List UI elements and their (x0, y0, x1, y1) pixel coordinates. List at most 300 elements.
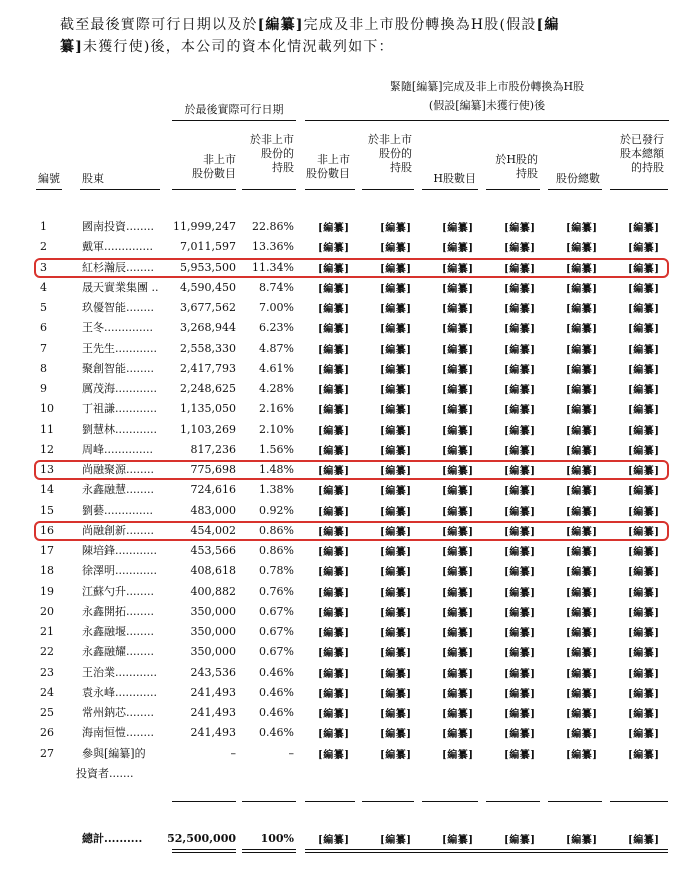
shareholder-name: 陳培鋒............ (82, 544, 157, 557)
redacted-cell: [編纂] (380, 750, 412, 761)
unlisted-percentage: 1.38% (259, 483, 294, 496)
intro-text: 未獲行使)後，本公司的資本化情況載列如下： (83, 39, 394, 55)
redacted-cell: [編纂] (628, 527, 660, 538)
redacted-cell: [編纂] (628, 507, 660, 518)
total-double-rule (305, 852, 668, 853)
col-header-after-unlisted-pct: 於非上市 股份的 持股 (368, 133, 412, 174)
redacted-cell: [編纂] (566, 486, 598, 497)
redacted-cell: [編纂] (442, 243, 474, 254)
col-header-issued-pct: 於已發行 股本總額 的持股 (620, 133, 664, 174)
shareholder-name: 尚融創新........ (82, 524, 154, 537)
redacted-cell: [編纂] (318, 608, 350, 619)
highlight-box (34, 460, 669, 480)
table-row (0, 582, 700, 602)
intro-redacted: [編 (536, 17, 560, 33)
table-row (0, 561, 700, 581)
redacted-cell: [編纂] (380, 729, 412, 740)
redacted-cell: [編纂] (442, 547, 474, 558)
row-number: 21 (40, 625, 54, 638)
table-row (0, 541, 700, 561)
row-number: 23 (40, 666, 54, 679)
table-row (0, 217, 700, 237)
unlisted-shares: 400,882 (190, 585, 236, 598)
table-row (0, 683, 700, 703)
table-row (0, 460, 700, 480)
redacted-cell: [編纂] (380, 446, 412, 457)
redacted-cell: [編纂] (566, 750, 598, 761)
intro-redacted: 纂] (60, 39, 84, 55)
redacted-cell: [編纂] (628, 567, 660, 578)
redacted-cell: [編纂] (566, 426, 598, 437)
total-label: 總計.......... (82, 832, 143, 845)
unlisted-percentage: 0.67% (259, 645, 294, 658)
redacted-cell: [編纂] (318, 405, 350, 416)
header-rule (422, 189, 478, 190)
redacted-cell: [編纂] (380, 405, 412, 416)
table-row (0, 521, 700, 541)
col-header-holder: 股東 (82, 172, 104, 185)
table-row (0, 602, 700, 622)
header-rule (172, 189, 236, 190)
redacted-cell: [編纂] (504, 304, 536, 315)
redacted-cell: [編纂] (628, 835, 660, 846)
shareholder-name: 王治業............ (82, 666, 157, 679)
redacted-cell: [編纂] (442, 507, 474, 518)
row-number: 24 (40, 686, 54, 699)
shareholder-name: 劉藝.............. (82, 504, 153, 517)
redacted-cell: [編纂] (628, 385, 660, 396)
total-double-rule (305, 849, 668, 850)
intro-redacted: [編纂] (257, 17, 304, 33)
redacted-cell: [編纂] (504, 486, 536, 497)
redacted-cell: [編纂] (504, 669, 536, 680)
redacted-cell: [編纂] (380, 648, 412, 659)
intro-paragraph (60, 14, 672, 58)
redacted-cell: [編纂] (566, 648, 598, 659)
redacted-cell: [編纂] (504, 608, 536, 619)
row-number: 6 (40, 321, 47, 334)
shareholder-name: 周峰.............. (82, 443, 153, 456)
unlisted-shares: 1,135,050 (180, 402, 236, 415)
redacted-cell: [編纂] (628, 365, 660, 376)
total-rule (172, 801, 236, 802)
redacted-cell: [編纂] (566, 628, 598, 639)
table-row (0, 744, 700, 764)
redacted-cell: [編纂] (566, 365, 598, 376)
redacted-cell: [編纂] (318, 345, 350, 356)
shareholder-name: 王先生............ (82, 342, 157, 355)
total-rule (305, 801, 355, 802)
redacted-cell: [編纂] (318, 648, 350, 659)
redacted-cell: [編纂] (442, 588, 474, 599)
row-number: 14 (40, 483, 54, 496)
redacted-cell: [編纂] (318, 365, 350, 376)
row-number: 13 (40, 463, 54, 476)
redacted-cell: [編纂] (504, 588, 536, 599)
shareholder-name: 永鑫融耀........ (82, 645, 154, 658)
redacted-cell: [編纂] (318, 527, 350, 538)
row-number: 22 (40, 645, 54, 658)
intro-text: 完成及非上市股份轉換為H股(假設 (303, 17, 537, 33)
redacted-cell: [編纂] (566, 689, 598, 700)
redacted-cell: [編纂] (442, 628, 474, 639)
redacted-cell: [編纂] (504, 385, 536, 396)
shareholder-name: 徐澤明............ (82, 564, 157, 577)
redacted-cell: [編纂] (442, 426, 474, 437)
unlisted-percentage: 13.36% (252, 240, 294, 253)
redacted-cell: [編纂] (442, 405, 474, 416)
unlisted-shares: 241,493 (190, 726, 236, 739)
redacted-cell: [編纂] (442, 689, 474, 700)
row-number: 2 (40, 240, 47, 253)
redacted-cell: [編纂] (380, 507, 412, 518)
redacted-cell: [編纂] (504, 324, 536, 335)
row-number: 7 (40, 342, 47, 355)
unlisted-shares: 817,236 (190, 443, 236, 456)
unlisted-shares: 350,000 (190, 625, 236, 638)
unlisted-shares: 454,002 (190, 524, 236, 537)
redacted-cell: [編纂] (442, 264, 474, 275)
redacted-cell: [編纂] (442, 835, 474, 846)
unlisted-shares: 483,000 (190, 504, 236, 517)
redacted-cell: [編纂] (318, 507, 350, 518)
unlisted-shares: 7,011,597 (180, 240, 236, 253)
redacted-cell: [編纂] (380, 304, 412, 315)
table-row (0, 480, 700, 500)
row-number: 17 (40, 544, 54, 557)
redacted-cell: [編纂] (380, 835, 412, 846)
header-rule (305, 189, 355, 190)
unlisted-percentage: 0.46% (259, 666, 294, 679)
unlisted-shares: 775,698 (190, 463, 236, 476)
redacted-cell: [編纂] (318, 385, 350, 396)
redacted-cell: [編纂] (442, 669, 474, 680)
shareholder-name: 厲茂海............ (82, 382, 157, 395)
redacted-cell: [編纂] (504, 507, 536, 518)
unlisted-percentage: 22.86% (252, 220, 294, 233)
redacted-cell: [編纂] (318, 729, 350, 740)
redacted-cell: [編纂] (380, 486, 412, 497)
redacted-cell: [編纂] (380, 284, 412, 295)
header-rule (362, 189, 414, 190)
redacted-cell: [編纂] (442, 284, 474, 295)
unlisted-shares: 350,000 (190, 645, 236, 658)
redacted-cell: [編纂] (318, 689, 350, 700)
redacted-cell: [編纂] (566, 385, 598, 396)
unlisted-percentage: 4.87% (259, 342, 294, 355)
redacted-cell: [編纂] (566, 669, 598, 680)
unlisted-percentage: 1.48% (259, 463, 294, 476)
redacted-cell: [編纂] (504, 243, 536, 254)
total-double-rule (242, 849, 296, 850)
redacted-cell: [編纂] (318, 243, 350, 254)
redacted-cell: [編纂] (380, 243, 412, 254)
redacted-cell: [編纂] (442, 324, 474, 335)
table-row (0, 318, 700, 338)
redacted-cell: [編纂] (442, 466, 474, 477)
redacted-cell: [編纂] (628, 689, 660, 700)
redacted-cell: [編纂] (566, 324, 598, 335)
total-pct: 100% (260, 832, 294, 845)
row-number: 10 (40, 402, 54, 415)
redacted-cell: [編纂] (442, 729, 474, 740)
col-header-no: 編號 (38, 172, 60, 185)
redacted-cell: [編纂] (628, 223, 660, 234)
redacted-cell: [編纂] (504, 466, 536, 477)
unlisted-percentage: 7.00% (259, 301, 294, 314)
redacted-cell: [編纂] (318, 567, 350, 578)
unlisted-percentage: 4.61% (259, 362, 294, 375)
redacted-cell: [編纂] (566, 567, 598, 578)
redacted-cell: [編纂] (504, 345, 536, 356)
redacted-cell: [編纂] (628, 588, 660, 599)
redacted-cell: [編纂] (380, 689, 412, 700)
redacted-cell: [編纂] (380, 223, 412, 234)
table-row (0, 379, 700, 399)
redacted-cell: [編纂] (442, 709, 474, 720)
unlisted-percentage: – (288, 747, 294, 760)
redacted-cell: [編纂] (318, 264, 350, 275)
redacted-cell: [編纂] (442, 223, 474, 234)
redacted-cell: [編纂] (442, 648, 474, 659)
total-rule (548, 801, 602, 802)
table-row (0, 359, 700, 379)
shareholder-name: 王冬.............. (82, 321, 153, 334)
row-number: 25 (40, 706, 54, 719)
table-row (0, 278, 700, 298)
redacted-cell: [編纂] (442, 385, 474, 396)
redacted-cell: [編纂] (318, 466, 350, 477)
unlisted-shares: 241,493 (190, 686, 236, 699)
redacted-cell: [編纂] (628, 750, 660, 761)
unlisted-percentage: 0.67% (259, 605, 294, 618)
shareholder-name: 晟天實業集團 .. (82, 281, 159, 294)
row-number: 26 (40, 726, 54, 739)
table-row (0, 440, 700, 460)
unlisted-percentage: 6.23% (259, 321, 294, 334)
total-rule (362, 801, 414, 802)
group-header-rule (172, 120, 296, 121)
table-row (0, 237, 700, 257)
unlisted-shares: 2,558,330 (180, 342, 236, 355)
shareholder-name: 紅杉瀚辰........ (82, 261, 154, 274)
unlisted-shares: 3,677,562 (180, 301, 236, 314)
table-row (0, 663, 700, 683)
redacted-cell: [編纂] (442, 486, 474, 497)
row-number: 1 (40, 220, 47, 233)
redacted-cell: [編纂] (566, 446, 598, 457)
col-header-after-unlisted-count: 非上市 股份數目 (306, 153, 350, 180)
group-header-rule (305, 120, 669, 121)
redacted-cell: [編纂] (628, 284, 660, 295)
shareholder-name: 國南投資........ (82, 220, 154, 233)
redacted-cell: [編纂] (628, 264, 660, 275)
redacted-cell: [編纂] (504, 835, 536, 846)
redacted-cell: [編纂] (566, 264, 598, 275)
shareholder-name: 戴軍.............. (82, 240, 153, 253)
redacted-cell: [編纂] (318, 486, 350, 497)
unlisted-shares: 724,616 (190, 483, 236, 496)
unlisted-percentage: 2.10% (259, 423, 294, 436)
redacted-cell: [編纂] (380, 426, 412, 437)
unlisted-shares: 408,618 (190, 564, 236, 577)
redacted-cell: [編纂] (566, 405, 598, 416)
redacted-cell: [編纂] (628, 345, 660, 356)
highlight-box (34, 521, 669, 541)
highlight-box (34, 258, 669, 278)
unlisted-percentage: 4.28% (259, 382, 294, 395)
redacted-cell: [編纂] (628, 729, 660, 740)
table-row (0, 339, 700, 359)
table-row (0, 723, 700, 743)
col-header-unlisted-pct: 於非上市 股份的 持股 (250, 133, 294, 174)
row-number: 19 (40, 585, 54, 598)
unlisted-shares: – (230, 747, 236, 760)
redacted-cell: [編纂] (380, 365, 412, 376)
redacted-cell: [編纂] (504, 426, 536, 437)
redacted-cell: [編纂] (504, 709, 536, 720)
redacted-cell: [編纂] (380, 567, 412, 578)
unlisted-percentage: 8.74% (259, 281, 294, 294)
row-27-name-line2: 投資者....... (76, 767, 134, 780)
redacted-cell: [編纂] (628, 486, 660, 497)
redacted-cell: [編纂] (628, 405, 660, 416)
redacted-cell: [編纂] (504, 648, 536, 659)
unlisted-shares: 2,417,793 (180, 362, 236, 375)
unlisted-shares: 1,103,269 (180, 423, 236, 436)
redacted-cell: [編纂] (566, 835, 598, 846)
unlisted-percentage: 0.67% (259, 625, 294, 638)
redacted-cell: [編纂] (628, 608, 660, 619)
redacted-cell: [編纂] (566, 527, 598, 538)
redacted-cell: [編纂] (566, 223, 598, 234)
redacted-cell: [編纂] (318, 669, 350, 680)
redacted-cell: [編纂] (442, 567, 474, 578)
redacted-cell: [編纂] (628, 243, 660, 254)
unlisted-shares: 2,248,625 (180, 382, 236, 395)
header-rule (548, 189, 602, 190)
total-double-rule (242, 852, 296, 853)
unlisted-percentage: 0.86% (259, 544, 294, 557)
redacted-cell: [編纂] (380, 345, 412, 356)
table-row (0, 703, 700, 723)
redacted-cell: [編纂] (504, 264, 536, 275)
row-number: 9 (40, 382, 47, 395)
redacted-cell: [編纂] (628, 426, 660, 437)
total-double-rule (172, 852, 236, 853)
redacted-cell: [編纂] (380, 628, 412, 639)
unlisted-shares: 241,493 (190, 706, 236, 719)
redacted-cell: [編纂] (566, 466, 598, 477)
shareholder-name: 永鑫融慧........ (82, 483, 154, 496)
shareholder-name: 丁祖謙............ (82, 402, 157, 415)
unlisted-percentage: 0.46% (259, 706, 294, 719)
unlisted-percentage: 0.46% (259, 686, 294, 699)
total-row (0, 829, 700, 849)
shareholder-name: 常州鈉芯........ (82, 706, 154, 719)
unlisted-shares: 350,000 (190, 605, 236, 618)
unlisted-shares: 3,268,944 (180, 321, 236, 334)
unlisted-percentage: 0.46% (259, 726, 294, 739)
redacted-cell: [編纂] (442, 304, 474, 315)
unlisted-percentage: 0.76% (259, 585, 294, 598)
unlisted-shares: 243,536 (190, 666, 236, 679)
table-row (0, 298, 700, 318)
group-header-after-l2: (假設[編纂]未獲行使)後 (428, 99, 546, 112)
group-header-current: 於最後實際可行日期 (184, 103, 284, 116)
redacted-cell: [編纂] (566, 608, 598, 619)
shareholder-name: 參與[編纂]的 (82, 747, 146, 760)
redacted-cell: [編纂] (318, 426, 350, 437)
unlisted-percentage: 0.86% (259, 524, 294, 537)
redacted-cell: [編纂] (628, 547, 660, 558)
redacted-cell: [編纂] (380, 264, 412, 275)
total-shares: 52,500,000 (167, 832, 236, 845)
redacted-cell: [編纂] (504, 628, 536, 639)
redacted-cell: [編纂] (318, 628, 350, 639)
row-number: 18 (40, 564, 54, 577)
col-header-h-pct: 於H股的 持股 (495, 153, 538, 180)
redacted-cell: [編纂] (318, 835, 350, 846)
shareholder-name: 劉慧林............ (82, 423, 157, 436)
redacted-cell: [編纂] (628, 669, 660, 680)
table-row (0, 420, 700, 440)
unlisted-percentage: 1.56% (259, 443, 294, 456)
redacted-cell: [編纂] (566, 547, 598, 558)
row-number: 11 (40, 423, 54, 436)
redacted-cell: [編纂] (566, 243, 598, 254)
total-rule (486, 801, 540, 802)
unlisted-percentage: 11.34% (252, 261, 294, 274)
row-number: 12 (40, 443, 54, 456)
header-rule (80, 189, 160, 190)
redacted-cell: [編纂] (504, 729, 536, 740)
row-number: 20 (40, 605, 54, 618)
total-rule (610, 801, 668, 802)
shareholder-name: 尚融聚源........ (82, 463, 154, 476)
table-row (0, 642, 700, 662)
redacted-cell: [編纂] (504, 446, 536, 457)
redacted-cell: [編纂] (318, 750, 350, 761)
table-row (0, 258, 700, 278)
redacted-cell: [編纂] (442, 527, 474, 538)
redacted-cell: [編纂] (566, 284, 598, 295)
row-number: 3 (40, 261, 47, 274)
redacted-cell: [編纂] (318, 446, 350, 457)
redacted-cell: [編纂] (504, 750, 536, 761)
redacted-cell: [編纂] (442, 365, 474, 376)
redacted-cell: [編纂] (318, 324, 350, 335)
redacted-cell: [編纂] (566, 729, 598, 740)
redacted-cell: [編纂] (504, 689, 536, 700)
row-number: 27 (40, 747, 54, 760)
redacted-cell: [編纂] (566, 709, 598, 720)
shareholder-name: 聚創智能........ (82, 362, 154, 375)
shareholder-name: 永鑫融堰........ (82, 625, 154, 638)
redacted-cell: [編纂] (628, 324, 660, 335)
group-header-after-l1: 緊隨[編纂]完成及非上市股份轉換為H股 (389, 80, 585, 93)
redacted-cell: [編纂] (318, 547, 350, 558)
row-number: 8 (40, 362, 47, 375)
redacted-cell: [編纂] (566, 304, 598, 315)
redacted-cell: [編纂] (442, 750, 474, 761)
unlisted-shares: 11,999,247 (173, 220, 236, 233)
table-row (0, 622, 700, 642)
shareholder-name: 永鑫開拓........ (82, 605, 154, 618)
total-rule (242, 801, 296, 802)
redacted-cell: [編纂] (380, 588, 412, 599)
unlisted-percentage: 2.16% (259, 402, 294, 415)
